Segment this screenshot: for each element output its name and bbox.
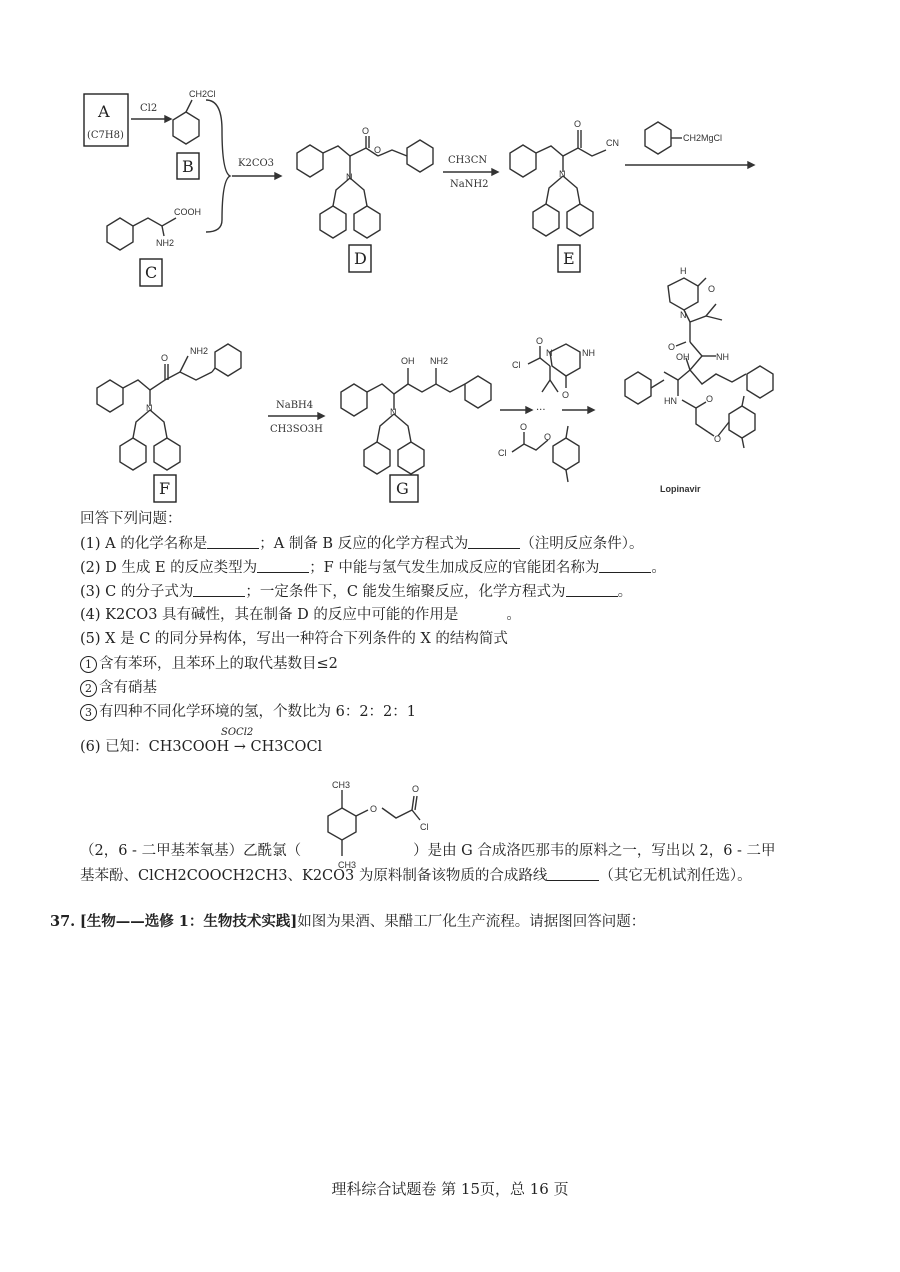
atom-o-e: O xyxy=(574,119,582,129)
arrowhead-a-b xyxy=(165,116,171,122)
label-f: F xyxy=(159,479,171,498)
atom-n-f: N xyxy=(146,403,153,413)
atom-ch3-q6a: CH3 xyxy=(332,780,351,790)
reagent-ch3cn: CH3CN xyxy=(448,155,488,166)
q2-part-b: ；F 中能与氢气发生加成反应的官能团名称为 xyxy=(309,560,600,576)
atom-o-f: O xyxy=(161,353,169,363)
question-3 xyxy=(80,584,632,600)
questions-intro: 回答下列问题： xyxy=(80,511,182,527)
atom-h-lopi: H xyxy=(680,266,687,276)
atom-hn-lopi: HN xyxy=(664,396,677,406)
q6b-part-2: ）是由 G 合成洛匹那韦的原料之一，写出以 2，6 - 二甲 xyxy=(413,843,776,859)
question-37 xyxy=(50,915,645,930)
atom-cooh: COOH xyxy=(174,207,201,217)
atom-nh-lopi: NH xyxy=(716,352,729,362)
q2-part-c: 。 xyxy=(651,560,666,576)
atom-o-d2: O xyxy=(374,145,382,155)
label-g: G xyxy=(396,479,409,498)
formula-a: (C7H8) xyxy=(87,130,124,141)
answer-blank-3a[interactable] xyxy=(193,584,245,597)
atom-nh2-c: NH2 xyxy=(156,238,175,248)
label-e: E xyxy=(563,249,575,268)
atom-o-r1: O xyxy=(536,336,544,346)
answer-blank-2a[interactable] xyxy=(257,560,309,573)
atom-o-lopi4: O xyxy=(714,434,722,444)
atom-o-lopi3: O xyxy=(706,394,714,404)
answer-blank-3b[interactable] xyxy=(566,584,618,597)
q6b-part-1: （2，6 - 二甲基苯氧基）乙酰氯（ xyxy=(80,843,302,859)
label-d: D xyxy=(354,249,367,268)
q37-text: 如图为果酒、果醋工厂化生产流程。请据图回答问题： xyxy=(297,914,646,930)
condition-3-text: 有四种不同化学环境的氢，个数比为 6：2：2：1 xyxy=(99,704,417,720)
label-b: B xyxy=(182,157,194,176)
q6c-part-2: （其它无机试剂任选）。 xyxy=(599,868,752,884)
q37-title: [生物——选修 1：生物技术实践] xyxy=(79,913,298,930)
reagent-ch3so3h: CH3SO3H xyxy=(270,424,323,435)
atom-o-q6a: O xyxy=(370,804,378,814)
reagent-nabh4: NaBH4 xyxy=(276,400,314,411)
condition-2 xyxy=(80,680,157,697)
atom-o-q6b: O xyxy=(412,784,420,794)
reagent-grignard: CH2MgCl xyxy=(683,133,723,143)
circled-number-1: 1 xyxy=(80,656,97,673)
question-6: (6) 已知：CH3COOH → CH3COCl xyxy=(80,739,323,755)
atom-cl-r2: Cl xyxy=(498,448,507,458)
q3-part-c: 。 xyxy=(617,584,633,600)
atom-o-lopi2: O xyxy=(668,342,676,352)
reagent-socl2: SOCl2 xyxy=(221,727,254,738)
answer-blank-2b[interactable] xyxy=(599,560,651,573)
atom-ch2cl: CH2Cl xyxy=(189,89,216,99)
atom-n-d: N xyxy=(346,172,353,182)
atom-n-lopi: N xyxy=(680,310,687,320)
q3-part-b: ；一定条件下，C 能发生缩聚反应，化学方程式为 xyxy=(245,584,566,600)
atom-o-r1b: O xyxy=(562,390,570,400)
q1-part-a: (1) A 的化学名称是 xyxy=(80,536,208,552)
atom-ch3-q6b: CH3 xyxy=(338,860,357,870)
atom-o-d1: O xyxy=(362,126,370,136)
answer-blank-1a[interactable] xyxy=(207,536,259,549)
label-c: C xyxy=(145,263,158,282)
atom-nh2-f: NH2 xyxy=(190,346,209,356)
condition-3 xyxy=(80,704,416,721)
molecule-g xyxy=(341,368,491,474)
atom-cn-e: CN xyxy=(606,138,619,148)
question-5: (5) X 是 C 的同分异构体，写出一种符合下列条件的 X 的结构简式 xyxy=(80,631,508,647)
molecule-e xyxy=(510,130,606,236)
q2-part-a: (2) D 生成 E 的反应类型为 xyxy=(80,560,258,576)
question-2 xyxy=(80,560,666,576)
q4-end: 。 xyxy=(506,607,521,623)
atom-oh-lopi: OH xyxy=(676,352,690,362)
circled-number-2: 2 xyxy=(80,680,97,697)
page-footer: 理科综合试题卷 第 15页，总 16 页 xyxy=(331,1180,569,1198)
atom-o-r2: O xyxy=(520,422,528,432)
molecule-lopinavir xyxy=(625,278,773,448)
answer-blank-1b[interactable] xyxy=(468,536,520,549)
atom-nh2-g: NH2 xyxy=(430,356,449,366)
ring-c xyxy=(107,218,133,250)
molecule-f xyxy=(97,344,241,470)
q1-part-b: ；A 制备 B 反应的化学方程式为 xyxy=(259,536,469,552)
q1-part-c: （注明反应条件）。 xyxy=(520,536,644,552)
reagent-k2co3: K2CO3 xyxy=(238,158,275,169)
atom-cl-q6: Cl xyxy=(420,822,429,832)
label-a: A xyxy=(98,102,110,121)
q6c-part-1: 基苯酚、ClCH2COOCH2CH3、K2CO3 为原料制备该物质的合成路线 xyxy=(80,868,548,884)
reagent-acyl-chloride-urea xyxy=(528,344,580,392)
question-6-line-3 xyxy=(80,868,752,884)
answer-blank-6[interactable] xyxy=(547,868,599,881)
condition-1 xyxy=(80,656,338,673)
q37-number: 37. xyxy=(50,913,76,930)
atom-o-lopi1: O xyxy=(708,284,716,294)
condition-2-text: 含有硝基 xyxy=(99,680,157,696)
atom-oh-g: OH xyxy=(401,356,415,366)
atom-n-g: N xyxy=(390,407,397,417)
atom-n-e: N xyxy=(559,169,566,179)
atom-cl-r1: Cl xyxy=(512,360,521,370)
q4-text: (4) K2CO3 具有碱性，其在制备 D 的反应中可能的作用是 xyxy=(80,607,459,623)
ring-b xyxy=(173,112,199,144)
question-4 xyxy=(80,608,521,623)
atom-n-r1: N xyxy=(546,348,553,358)
ring-grignard xyxy=(645,122,671,154)
q3-part-a: (3) C 的分子式为 xyxy=(80,584,194,600)
brace xyxy=(206,100,230,232)
atom-o-r2b: O xyxy=(544,432,552,442)
product-name-lopinavir: Lopinavir xyxy=(660,484,701,494)
atom-nh-r1: NH xyxy=(582,348,595,358)
reagent-nanh2: NaNH2 xyxy=(450,179,489,190)
question-6-line-2 xyxy=(80,844,776,859)
question-1 xyxy=(80,536,643,552)
circled-number-3: 3 xyxy=(80,704,97,721)
reagent-dots: ··· xyxy=(536,405,546,416)
molecule-d xyxy=(297,136,433,238)
condition-1-text: 含有苯环，且苯环上的取代基数目≤2 xyxy=(99,656,338,672)
reagent-cl2: Cl2 xyxy=(140,103,158,114)
